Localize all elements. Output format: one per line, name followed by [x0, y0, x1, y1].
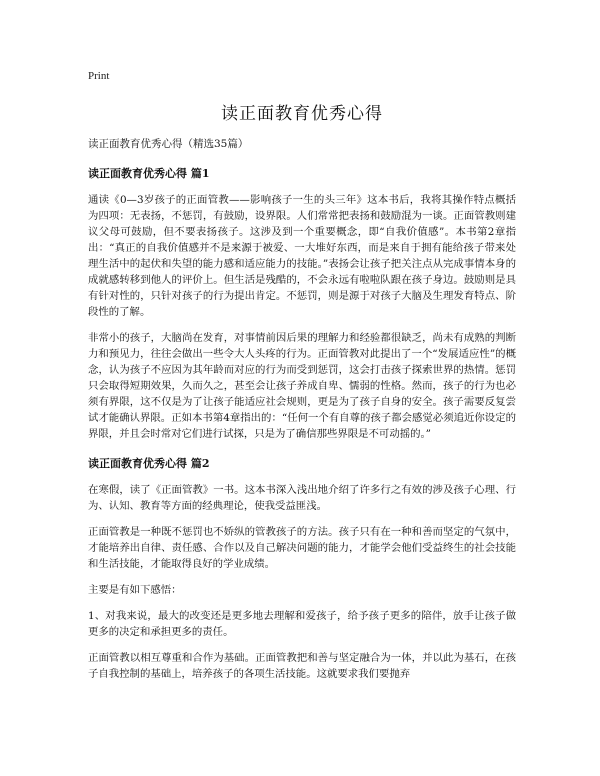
document-page [88, 68, 516, 682]
paragraph: 在寒假，读了《正面管教》一书。这本书深入浅出地介绍了许多行之有效的涉及孩子心理、行为、认知、教育等方面的经典理论，使我受益匪浅。 [88, 484, 516, 512]
document-title: 读正面教育优秀心得 [221, 104, 383, 124]
print-link[interactable]: Print [88, 70, 110, 82]
paragraph: 1、对我来说，最大的改变还是更多地去理解和爱孩子，给予孩子更多的陪伴，放手让孩子做更多的决定和承担更多的责任。 [88, 610, 516, 638]
paragraph: 通读《0—3岁孩子的正面管教——影响孩子一生的头三年》这本书后，我将其操作特点概括为四项：无表扬，不惩罚，有鼓励，设界限。人们常常把表扬和鼓励混为一谈。正面管教则建议父母可鼓励，但不要表扬孩子。这涉及到一个重要概念，即“自我价值感”。本书第2章指出：“真正的自我价值感并不是来源于被爱、一大堆好东西，而是来自于拥有能给孩子带来处理生活中的起伏和失望的能力感和适应能力的技能。”表扬会让孩子把关注点从完成事情本身的成就感转移到他人的评价上。但生活是残酷的，不会永远有啦啦队跟在孩子身边。鼓励则是具有针对性的，只针对孩子的行为提出肯定。不惩罚，则是源于对孩子大脑及生理发育特点、阶段性的了解。 [88, 194, 516, 318]
document-subtitle: 读正面教育优秀心得（精选35篇） [88, 138, 249, 150]
paragraph: 正面管教以相互尊重和合作为基础。正面管教把和善与坚定融合为一体，并以此为基石，在孩子自我控制的基础上，培养孩子的各项生活技能。这就要求我们要抛弃 [88, 652, 516, 680]
paragraph: 主要是有如下感悟： [88, 584, 182, 596]
paragraph: 非常小的孩子，大脑尚在发育，对事情前因后果的理解力和经验都很缺乏，尚未有成熟的判断力和预见力，往往会做出一些令大人头疼的行为。正面管教对此提出了一个“发展适应性”的概念，认为孩子不应因为其年龄而对应的行为而受到惩罚，这会打击孩子探索世界的热情。惩罚只会取得短期效果，久而久之，甚至会让孩子养成自卑、懦弱的性格。然而，孩子的行为也必须有界限，这不仅是为了让孩子能适应社会规则，更是为了孩子自身的安全。孩子需要反复尝试才能确认界限。正如本书第4章指出的：“任何一个有自尊的孩子都会感觉必须追近你设定的界限，并且会时常对它们进行试探，只是为了确信那些界限是不可动摇的。” [88, 332, 516, 440]
section-2 [88, 456, 516, 682]
paragraph: 正面管教是一种既不惩罚也不娇纵的管教孩子的方法。孩子只有在一种和善而坚定的气氛中，才能培养出自律、责任感、合作以及自己解决问题的能力，才能学会他们受益终生的社会技能和生活技能，才能取得良好的学业成绩。 [88, 526, 516, 570]
section-heading: 读正面教育优秀心得 篇1 [88, 167, 210, 180]
section-heading: 读正面教育优秀心得 篇2 [88, 457, 210, 470]
section-1 [88, 166, 516, 442]
